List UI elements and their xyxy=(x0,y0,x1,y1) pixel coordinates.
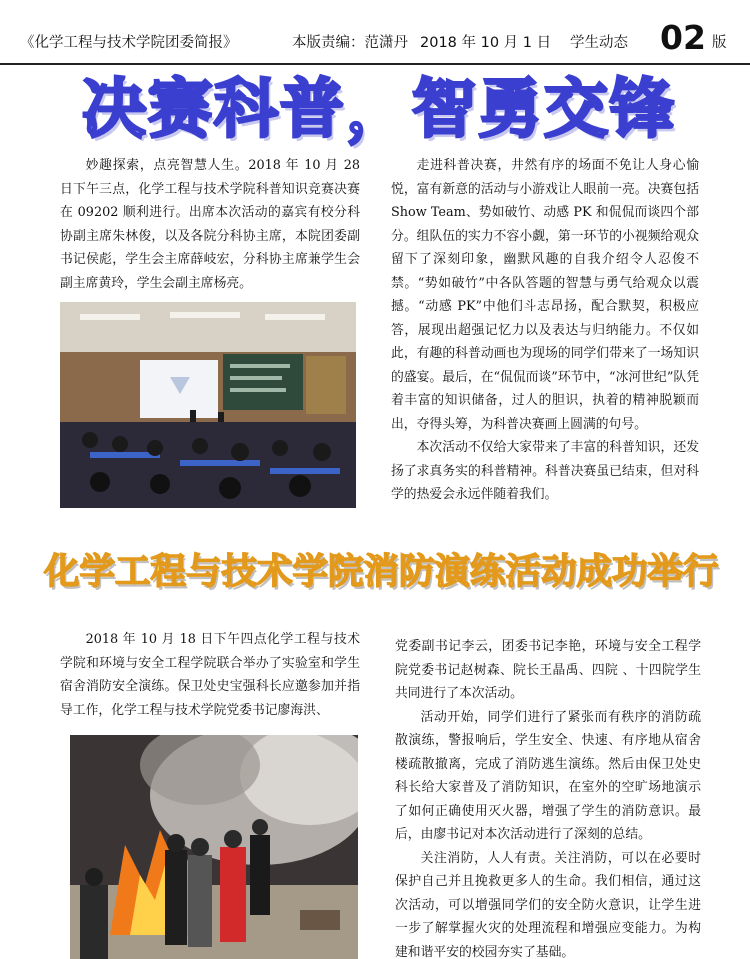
article2-right-paragraph-3: 关注消防，人人有责。关注消防，可以在必要时保护自己并且挽救更多人的生命。我们相信，通过这次活动，可以增强同学们的安全防火意识，让学生进一步了解掌握火灾的处理流程和增强应变能力。为构建和谐平安的校园夯实了基础。 xyxy=(395,850,701,959)
publication-name: 《化学工程与技术学院团委简报》 xyxy=(20,35,238,51)
article2-title: 化学工程与技术学院消防演练活动成功举行 xyxy=(44,551,719,592)
article2-right-paragraph-1: 党委副书记李云，团委书记李艳，环境与安全工程学院党委书记赵树森、院长王晶禹、四院 、十四院学生共同进行了本次活动。 xyxy=(395,639,701,701)
competition-photo xyxy=(60,302,356,508)
page-header xyxy=(0,0,750,62)
issue-date: 2018 年 10 月 1 日 xyxy=(420,35,552,51)
article1-title: 决赛科普，智勇交锋 xyxy=(82,73,676,147)
page-number-suffix: 版 xyxy=(712,35,727,51)
fire-drill-photo xyxy=(70,735,358,959)
section-name: 学生动态 xyxy=(570,35,628,51)
article2-left-paragraph: 2018 年 10 月 18 日下午四点化学工程与技术学院和环境与安全工程学院联合举办了实验室和学生宿舍消防安全演练。保卫处史宝强科长应邀参加并指导工作，化学工程与技术学院党委书记廖海洪、 xyxy=(60,632,360,718)
article1-left-paragraph: 妙趣探索，点亮智慧人生。2018 年 10 月 28 日下午三点，化学工程与技术学院科普知识竞赛决赛在 09202 顺利进行。出席本次活动的嘉宾有校分科协副主席朱林俊，以及各院分科协主席，本院团委副书记侯彪，学生会主席薛岐宏，分科协主席兼学生会副主席黄玲，学生会副主席杨亮。 xyxy=(60,158,360,291)
article2-right-column xyxy=(395,635,701,959)
article1-right-paragraph-2: 本次活动不仅给大家带来了丰富的科普知识，还发扬了求真务实的科普精神。科普决赛虽已结束，但对科学的热爱会永远伴随着我们。 xyxy=(391,440,699,502)
page-editor: 本版责编：范潇丹 xyxy=(292,35,408,51)
article2-right-paragraph-2: 活动开始，同学们进行了紧张而有秩序的消防疏散演练，警报响后，学生安全、快速、有序地从宿舍楼疏散撤离，完成了消防逃生演练。然后由保卫处史科长给大家普及了消防知识，在室外的空旷场地演示了如何正确使用灭火器，增强了学生的消防意识。最后，由廖书记对本次活动进行了深刻的总结。 xyxy=(395,709,701,842)
header-divider xyxy=(0,63,750,65)
page-number: 02 xyxy=(660,18,706,57)
article1-right-paragraph-1: 走进科普决赛，井然有序的场面不免让人身心愉悦，富有新意的活动与小游戏让人眼前一亮。决赛包括 Show Team、势如破竹、动感 PK 和侃侃而谈四个部分。组队伍的实力不容小觑，第一环节的小视频给观众留下了深刻印象，幽默风趣的自我介绍令人忍俊不禁。“势如破竹”中各队答题的智慧与勇气给观众以震撼。“动感 PK”中他们斗志昂扬，配合默契，积极应答，展现出超强记忆力以及表达与归纳能力。不仅如此，有趣的科普动画也为现场的同学们带来了一场知识的盛宴。最后，在“侃侃而谈”环节中，“冰河世纪”队凭着丰富的知识储备，过人的胆识，执着的精神脱颖而出，夺得头筹，为科普决赛画上圆满的句号。 xyxy=(391,158,699,432)
article1-right-column xyxy=(391,154,699,507)
